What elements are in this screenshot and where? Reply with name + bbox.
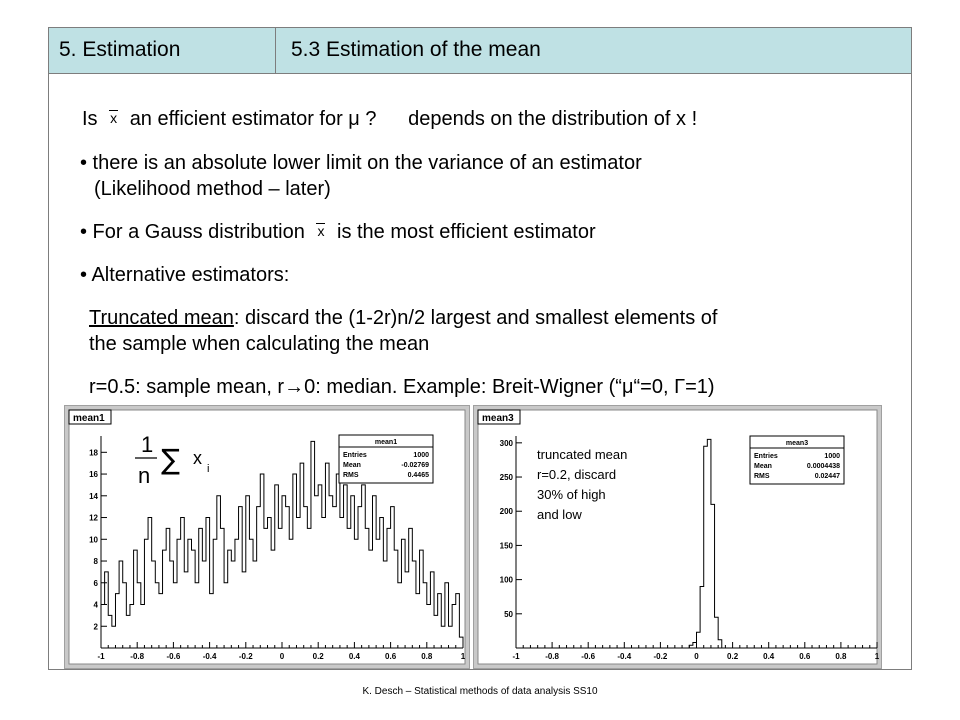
x-tick-label: 0.2 — [727, 652, 739, 661]
annotation-text: r=0.2, discard — [537, 467, 617, 482]
stats-key: Entries — [754, 453, 778, 460]
section-title: 5. Estimation — [59, 38, 181, 61]
y-tick-label: 16 — [89, 470, 98, 480]
histogram-mean3 — [474, 406, 881, 668]
truncated-mean-text: : discard the (1-2r)n/2 largest and smallest elements of — [233, 307, 718, 329]
subsection-title: 5.3 Estimation of the mean — [291, 38, 541, 61]
stats-value: 0.0004438 — [806, 463, 840, 470]
histogram-panel-mean1 — [64, 405, 470, 669]
annotation-text: and low — [537, 507, 582, 522]
formula-subscript: i — [207, 463, 210, 475]
y-tick-label: 6 — [93, 578, 98, 588]
annotation-text: 30% of high — [537, 487, 606, 502]
stats-key: Mean — [754, 463, 772, 470]
formula-denominator: n — [138, 463, 151, 488]
sum-icon: ∑ — [161, 443, 180, 476]
bullet-gauss-prefix: • For a Gauss distribution — [80, 221, 305, 243]
x-tick-label: 0.8 — [835, 652, 847, 661]
x-tick-label: -1 — [97, 652, 105, 661]
footer-credit: K. Desch – Statistical methods of data analysis SS10 — [362, 686, 598, 697]
x-tick-label: 0.8 — [421, 652, 433, 661]
x-tick-label: -0.6 — [581, 652, 596, 661]
x-tick-label: 1 — [460, 652, 466, 661]
x-tick-label: 0 — [279, 652, 285, 661]
truncated-mean-term: Truncated mean — [89, 307, 234, 329]
y-tick-label: 8 — [93, 557, 98, 567]
x-tick-label: -1 — [512, 652, 520, 661]
bullet-alternatives: • Alternative estimators: — [80, 264, 290, 286]
y-tick-label: 100 — [499, 575, 513, 585]
y-tick-label: 150 — [499, 541, 513, 551]
stats-key: RMS — [754, 473, 770, 480]
x-tick-label: 0.6 — [385, 652, 397, 661]
stats-value: 1000 — [413, 452, 429, 459]
annotation-text: truncated mean — [537, 447, 628, 462]
question-prefix: Is — [82, 108, 98, 130]
y-tick-label: 14 — [89, 491, 98, 501]
y-tick-label: 2 — [93, 622, 98, 632]
chart-title: mean1 — [73, 413, 105, 424]
question-text: an efficient estimator for μ ? — [129, 108, 377, 130]
y-tick-label: 12 — [89, 513, 98, 523]
example-line: r=0.5: sample mean, r→0: median. Example: Breit-Wigner (“μ“=0, Γ=1) — [89, 376, 715, 398]
stats-key: Mean — [343, 462, 361, 469]
xbar-symbol: x — [110, 110, 118, 126]
chart-title: mean3 — [482, 413, 514, 424]
x-tick-label: 0.2 — [312, 652, 324, 661]
truncated-mean-definition — [89, 307, 717, 330]
x-tick-label: 0 — [694, 652, 699, 661]
formula-variable: x — [193, 448, 202, 468]
x-tick-label: 0.6 — [799, 652, 811, 661]
x-tick-label: -0.4 — [202, 652, 217, 661]
x-tick-label: -0.2 — [653, 652, 668, 661]
bullet-gauss — [80, 221, 596, 244]
x-tick-label: -0.2 — [238, 652, 253, 661]
x-tick-label: -0.8 — [130, 652, 145, 661]
question-answer: depends on the distribution of x ! — [408, 108, 698, 130]
bullet-gauss-suffix: is the most efficient estimator — [337, 221, 596, 243]
x-tick-label: -0.8 — [545, 652, 559, 661]
y-tick-label: 18 — [89, 448, 98, 458]
stats-key: RMS — [343, 472, 359, 479]
xbar-symbol: x — [317, 223, 325, 239]
stats-value: 1000 — [824, 453, 840, 460]
stats-title: mean3 — [785, 440, 809, 447]
y-tick-label: 300 — [499, 438, 513, 448]
x-tick-label: 0.4 — [348, 652, 360, 661]
y-tick-label: 50 — [504, 609, 513, 619]
stats-value: 0.02447 — [814, 473, 840, 480]
y-tick-label: 10 — [89, 535, 98, 545]
stats-title: mean1 — [374, 439, 398, 446]
slide-header — [48, 27, 912, 74]
formula-numerator: 1 — [141, 432, 154, 457]
x-tick-label: 0.4 — [763, 652, 775, 661]
x-tick-label: 1 — [874, 652, 880, 661]
x-tick-label: -0.4 — [617, 652, 632, 661]
bullet-lower-limit: • there is an absolute lower limit on the variance of an estimator — [80, 152, 642, 174]
y-tick-label: 4 — [93, 600, 98, 610]
truncated-mean-line2: the sample when calculating the mean — [89, 333, 430, 355]
x-tick-label: -0.6 — [166, 652, 181, 661]
y-tick-label: 200 — [499, 507, 513, 517]
question-line — [82, 106, 697, 131]
stats-value: 0.4465 — [407, 472, 429, 479]
stats-key: Entries — [343, 452, 367, 459]
histogram-mean1 — [65, 406, 469, 668]
histogram-panel-mean3 — [473, 405, 882, 669]
bullet-lower-limit-note: (Likelihood method – later) — [94, 178, 331, 200]
y-tick-label: 250 — [499, 473, 513, 483]
stats-value: -0.02769 — [401, 462, 429, 469]
